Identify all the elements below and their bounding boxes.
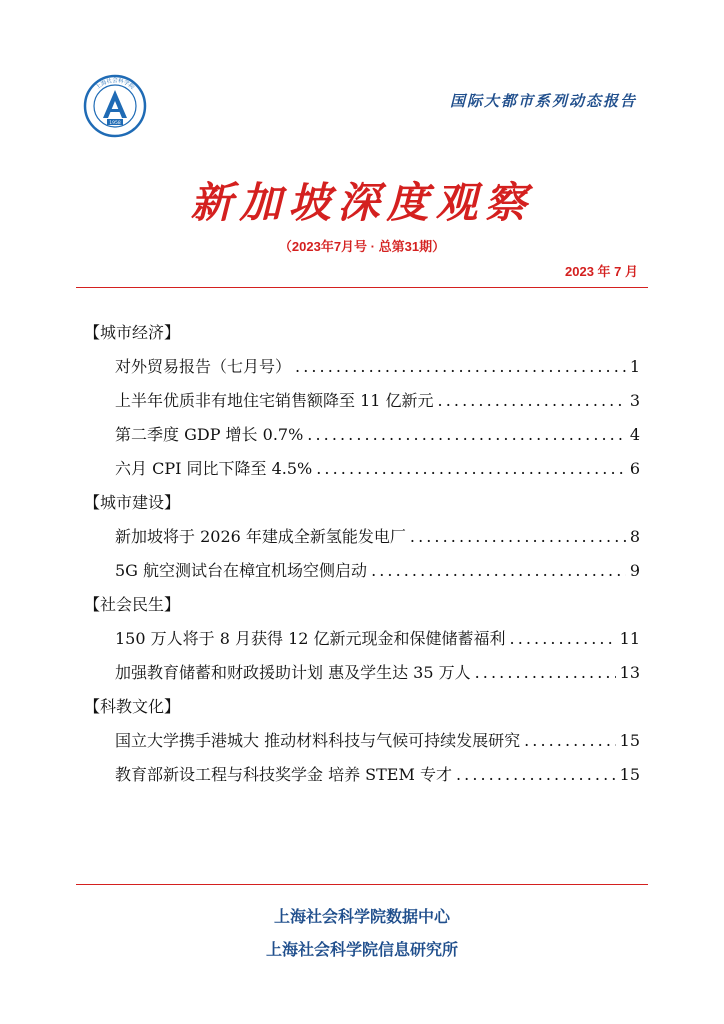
toc-section	[84, 316, 640, 486]
toc-entry[interactable]	[84, 350, 640, 384]
toc-entry[interactable]	[84, 724, 640, 758]
toc-dot-leader	[371, 554, 626, 588]
toc-section	[84, 588, 640, 690]
footer-organization-data-center: 上海社会科学院数据中心	[273, 909, 450, 926]
toc-entry-title: 上半年优质非有地住宅销售额降至 11 亿新元	[115, 391, 434, 410]
bottom-divider	[76, 884, 648, 885]
report-title: 新加坡深度观察	[190, 178, 534, 227]
toc-dot-leader	[410, 520, 626, 554]
toc-page-number: 9	[629, 561, 640, 580]
toc-entry[interactable]	[84, 554, 640, 588]
toc-entry-title: 六月 CPI 同比下降至 4.5%	[115, 459, 313, 478]
toc-dot-leader	[295, 350, 626, 384]
toc-page-number: 4	[629, 425, 640, 444]
toc-dot-leader	[307, 418, 626, 452]
top-divider	[76, 287, 648, 288]
toc-section-title: 【社会民生】	[84, 595, 181, 614]
toc-entry[interactable]	[84, 758, 640, 792]
toc-section	[84, 486, 640, 588]
toc-section	[84, 690, 640, 792]
svg-text:上海社会科学院: 上海社会科学院	[94, 78, 136, 91]
toc-page-number: 8	[629, 527, 640, 546]
toc-page-number: 15	[619, 731, 640, 750]
toc-section-title: 【科教文化】	[84, 697, 181, 716]
toc-entry[interactable]	[84, 384, 640, 418]
toc-section-title: 【城市经济】	[84, 323, 181, 342]
toc-dot-leader	[475, 656, 616, 690]
toc-dot-leader	[524, 724, 616, 758]
toc-page-number: 6	[629, 459, 640, 478]
toc-entry-title: 5G 航空测试台在樟宜机场空侧启动	[115, 561, 368, 580]
svg-text:1958: 1958	[109, 121, 121, 126]
toc-page-number: 15	[619, 765, 640, 784]
toc-entry-title: 教育部新设工程与科技奖学金 培养 STEM 专才	[115, 765, 452, 784]
toc-page-number: 1	[629, 357, 640, 376]
toc-page-number: 3	[629, 391, 640, 410]
toc-entry[interactable]	[84, 520, 640, 554]
series-title: 国际大都市系列动态报告	[449, 92, 637, 110]
academy-seal-icon	[83, 74, 147, 138]
issue-number: （2023年7月号 · 总第31期）	[278, 239, 446, 254]
toc-entry-title: 150 万人将于 8 月获得 12 亿新元现金和保健储蓄福利	[115, 629, 506, 648]
toc-entry-title: 对外贸易报告（七月号）	[115, 357, 292, 376]
toc-entry-title: 国立大学携手港城大 推动材料科技与气候可持续发展研究	[115, 731, 521, 750]
table-of-contents	[84, 316, 640, 792]
toc-page-number: 13	[619, 663, 640, 682]
footer-organization-info-institute: 上海社会科学院信息研究所	[265, 942, 458, 959]
toc-dot-leader	[456, 758, 616, 792]
toc-entry[interactable]	[84, 418, 640, 452]
toc-entry[interactable]	[84, 452, 640, 486]
toc-entry-title: 加强教育储蓄和财政援助计划 惠及学生达 35 万人	[115, 663, 471, 682]
issue-date: 2023 年 7 月	[565, 264, 638, 279]
toc-page-number: 11	[619, 629, 640, 648]
toc-dot-leader	[510, 622, 616, 656]
toc-section-title: 【城市建设】	[84, 493, 181, 512]
toc-entry-title: 新加坡将于 2026 年建成全新氢能发电厂	[115, 527, 406, 546]
toc-entry[interactable]	[84, 656, 640, 690]
toc-dot-leader	[438, 384, 626, 418]
toc-entry[interactable]	[84, 622, 640, 656]
toc-entry-title: 第二季度 GDP 增长 0.7%	[115, 425, 304, 444]
toc-dot-leader	[316, 452, 626, 486]
